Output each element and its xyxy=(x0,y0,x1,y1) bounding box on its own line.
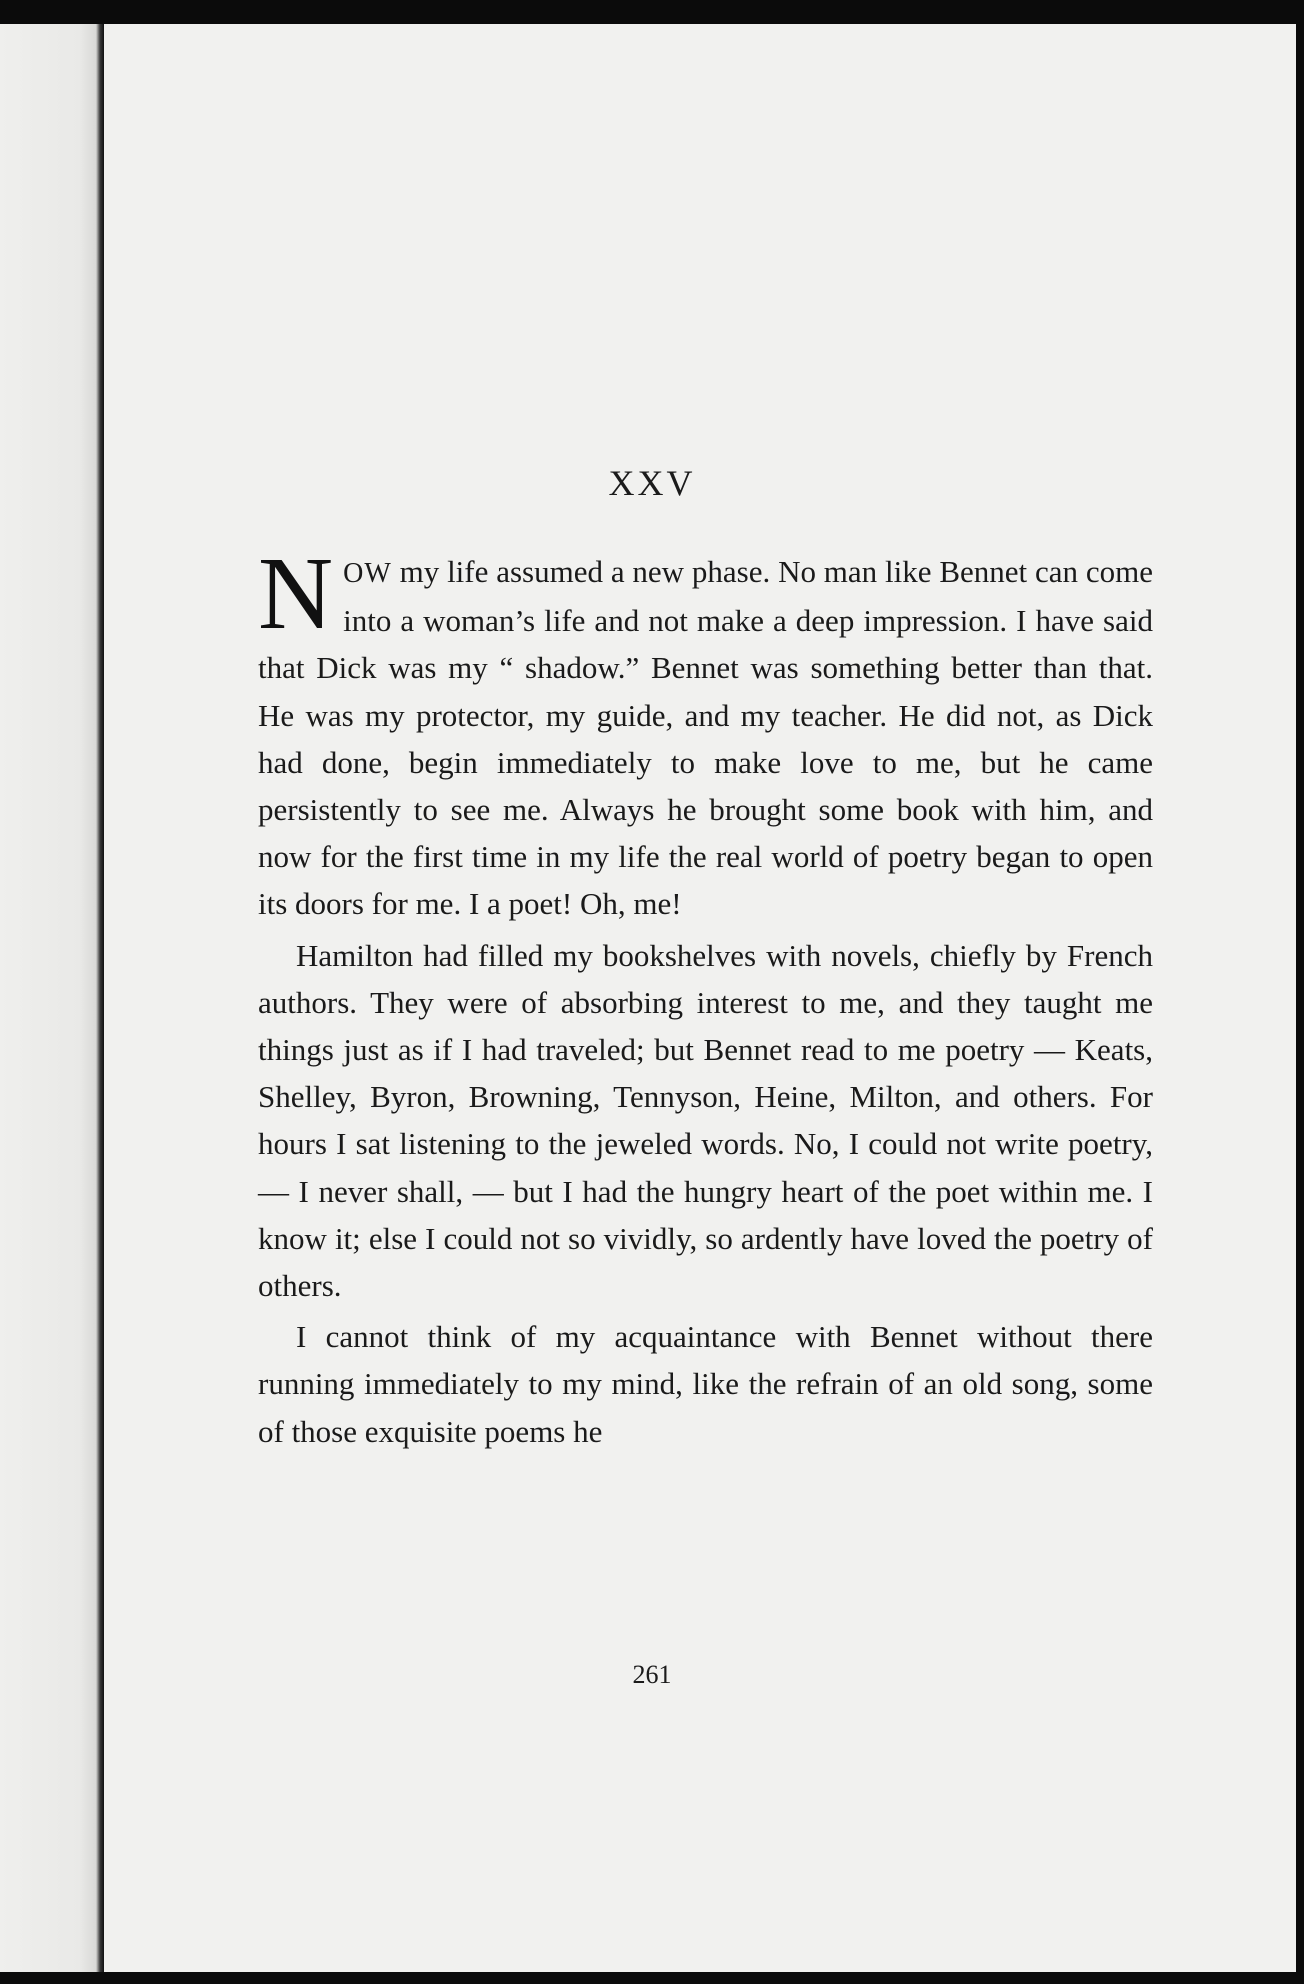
paragraph-1 xyxy=(258,536,1153,928)
paragraph-2: Hamilton had filled my bookshelves with novels, chiefly by French authors. They were of absorbing interest to me, and they taught me things just as if I had traveled; but Bennet read to me poetry — Keats, Shelley, Byron, Browning, Tennyson, Heine, Milton, and others. For hours I sat listening to the jeweled words. No, I could not write poetry,— I never shall, — but I had the hungry heart of the poet within me. I know it; else I could not so vividly, so ardently have loved the poetry of others. xyxy=(258,937,1153,1304)
page-number: 261 xyxy=(632,1660,672,1689)
paragraph-3: I cannot think of my acquaintance with Bennet without there running immediately to my mind, like the refrain of an old song, some of those exquisite poems he xyxy=(258,1319,1153,1449)
paragraph-1-text: my life assumed a new phase. No man like Bennet can come into a woman’s life and not make a deep impression. I have said that Dick was my “ shadow.” Bennet was something better than that. He was my protector, my guide, and my teacher. He did not, as Dick had done, begin immediately to make love to me, but he came persistently to see me. Always he brought some book with him, and now for the first time in my life the real world of poetry began to open its doors for me. I a poet! Oh, me! xyxy=(258,554,1153,922)
opening-word: OW xyxy=(343,558,392,589)
scan-border-top xyxy=(0,0,1304,24)
drop-cap: N xyxy=(258,536,334,651)
chapter-heading: XXV xyxy=(608,463,696,503)
scan-border-bottom xyxy=(0,1972,1304,1984)
chapter-body xyxy=(258,536,1153,1455)
